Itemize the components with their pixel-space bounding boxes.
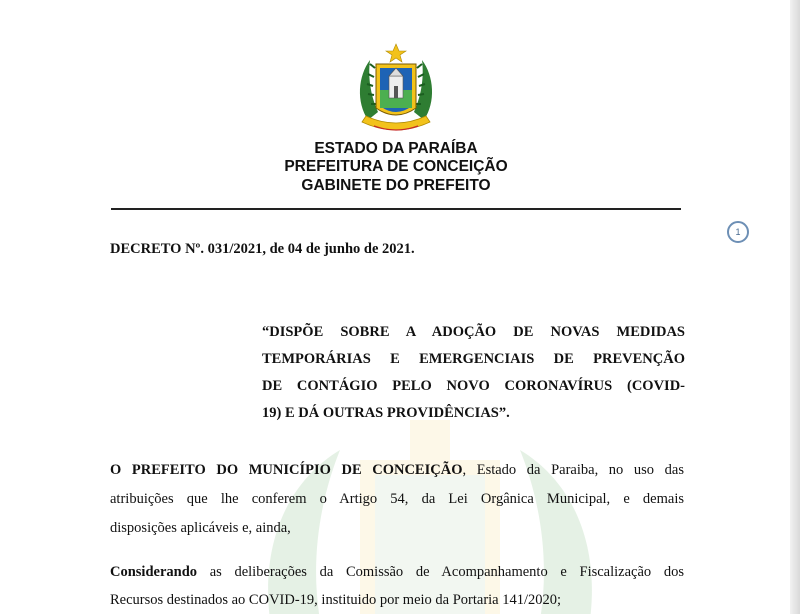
preamble-bold-lead: O PREFEITO DO MUNICÍPIO DE CONCEIÇÃO <box>110 462 463 478</box>
ementa-line: DE CONTÁGIO PELO NOVO CORONAVÍRUS (COVID- <box>262 378 685 394</box>
ementa-line: TEMPORÁRIAS E EMERGENCIAIS DE PREVENÇÃO <box>262 351 685 367</box>
considerando-line <box>110 564 684 581</box>
coat-of-arms-logo <box>354 42 438 136</box>
considerando-text: as deliberações da Comissão de Acompanhamento e Fiscalização dos <box>197 564 684 580</box>
preamble-text: , Estado da Paraiba, no uso das <box>462 462 684 478</box>
coat-of-arms-watermark <box>250 420 610 614</box>
ementa-line: “DISPÕE SOBRE A ADOÇÃO DE NOVAS MEDIDAS <box>262 324 685 340</box>
ementa-line: 19) E DÁ OUTRAS PROVIDÊNCIAS”. <box>262 405 510 421</box>
preamble-line: atribuições que lhe conferem o Artigo 54, da Lei Orgânica Municipal, e demais <box>110 491 684 507</box>
preamble-line <box>110 462 684 479</box>
decree-title: DECRETO Nº. 031/2021, de 04 de junho de 2021. <box>110 241 415 257</box>
header-divider <box>111 208 681 210</box>
header-state: ESTADO DA PARAÍBA <box>314 140 478 157</box>
considerando-bold-lead: Considerando <box>110 564 198 580</box>
preamble-line: disposições aplicáveis e, ainda, <box>110 520 291 536</box>
page-number-badge[interactable]: 1 <box>727 221 749 243</box>
header-city-hall: PREFEITURA DE CONCEIÇÃO <box>284 158 508 175</box>
viewer-scroll-edge[interactable] <box>790 0 800 614</box>
header-mayor-office: GABINETE DO PREFEITO <box>301 177 491 194</box>
considerando-line: Recursos destinados ao COVID-19, instituido por meio da Portaria 141/2020; <box>110 592 562 608</box>
